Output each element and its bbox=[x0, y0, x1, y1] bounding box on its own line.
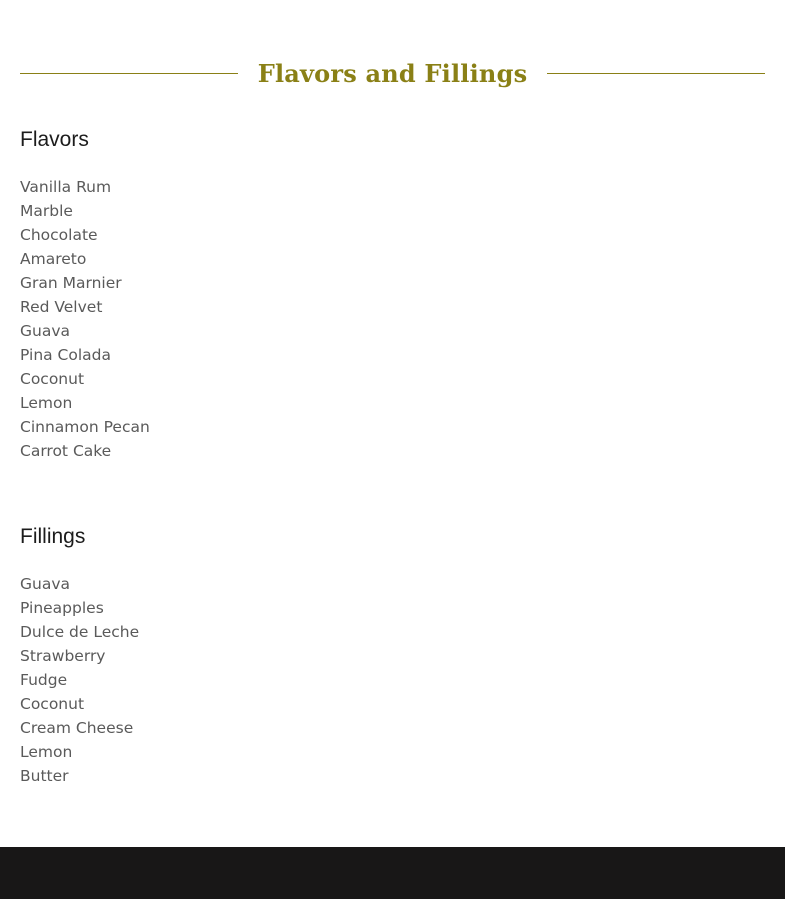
list-item: Chocolate bbox=[20, 226, 98, 244]
flavors-list bbox=[20, 175, 150, 463]
list-item: Red Velvet bbox=[20, 298, 103, 316]
list-item: Lemon bbox=[20, 394, 73, 412]
list-item: Marble bbox=[20, 202, 73, 220]
list-item: Vanilla Rum bbox=[20, 178, 112, 196]
list-item: Fudge bbox=[20, 671, 68, 689]
section-heading bbox=[20, 55, 765, 91]
list-item: Cinnamon Pecan bbox=[20, 418, 150, 436]
list-item: Guava bbox=[20, 322, 71, 340]
fillings-list bbox=[20, 572, 139, 788]
list-item: Coconut bbox=[20, 695, 85, 713]
list-item: Gran Marnier bbox=[20, 274, 122, 292]
list-item: Carrot Cake bbox=[20, 442, 112, 460]
heading-divider-left bbox=[20, 73, 238, 74]
heading-divider-right bbox=[547, 73, 765, 74]
list-item: Strawberry bbox=[20, 647, 106, 665]
list-item: Dulce de Leche bbox=[20, 623, 140, 641]
list-item: Amareto bbox=[20, 250, 87, 268]
flavors-title: Flavors bbox=[20, 128, 89, 151]
list-item: Butter bbox=[20, 767, 69, 785]
list-item: Guava bbox=[20, 575, 71, 593]
list-item: Pineapples bbox=[20, 599, 104, 617]
list-item: Pina Colada bbox=[20, 346, 112, 364]
section-title: Flavors and Fillings bbox=[257, 58, 528, 88]
list-item: Cream Cheese bbox=[20, 719, 134, 737]
fillings-title: Fillings bbox=[20, 525, 86, 548]
footer-bar bbox=[0, 847, 785, 899]
list-item: Coconut bbox=[20, 370, 85, 388]
list-item: Lemon bbox=[20, 743, 73, 761]
